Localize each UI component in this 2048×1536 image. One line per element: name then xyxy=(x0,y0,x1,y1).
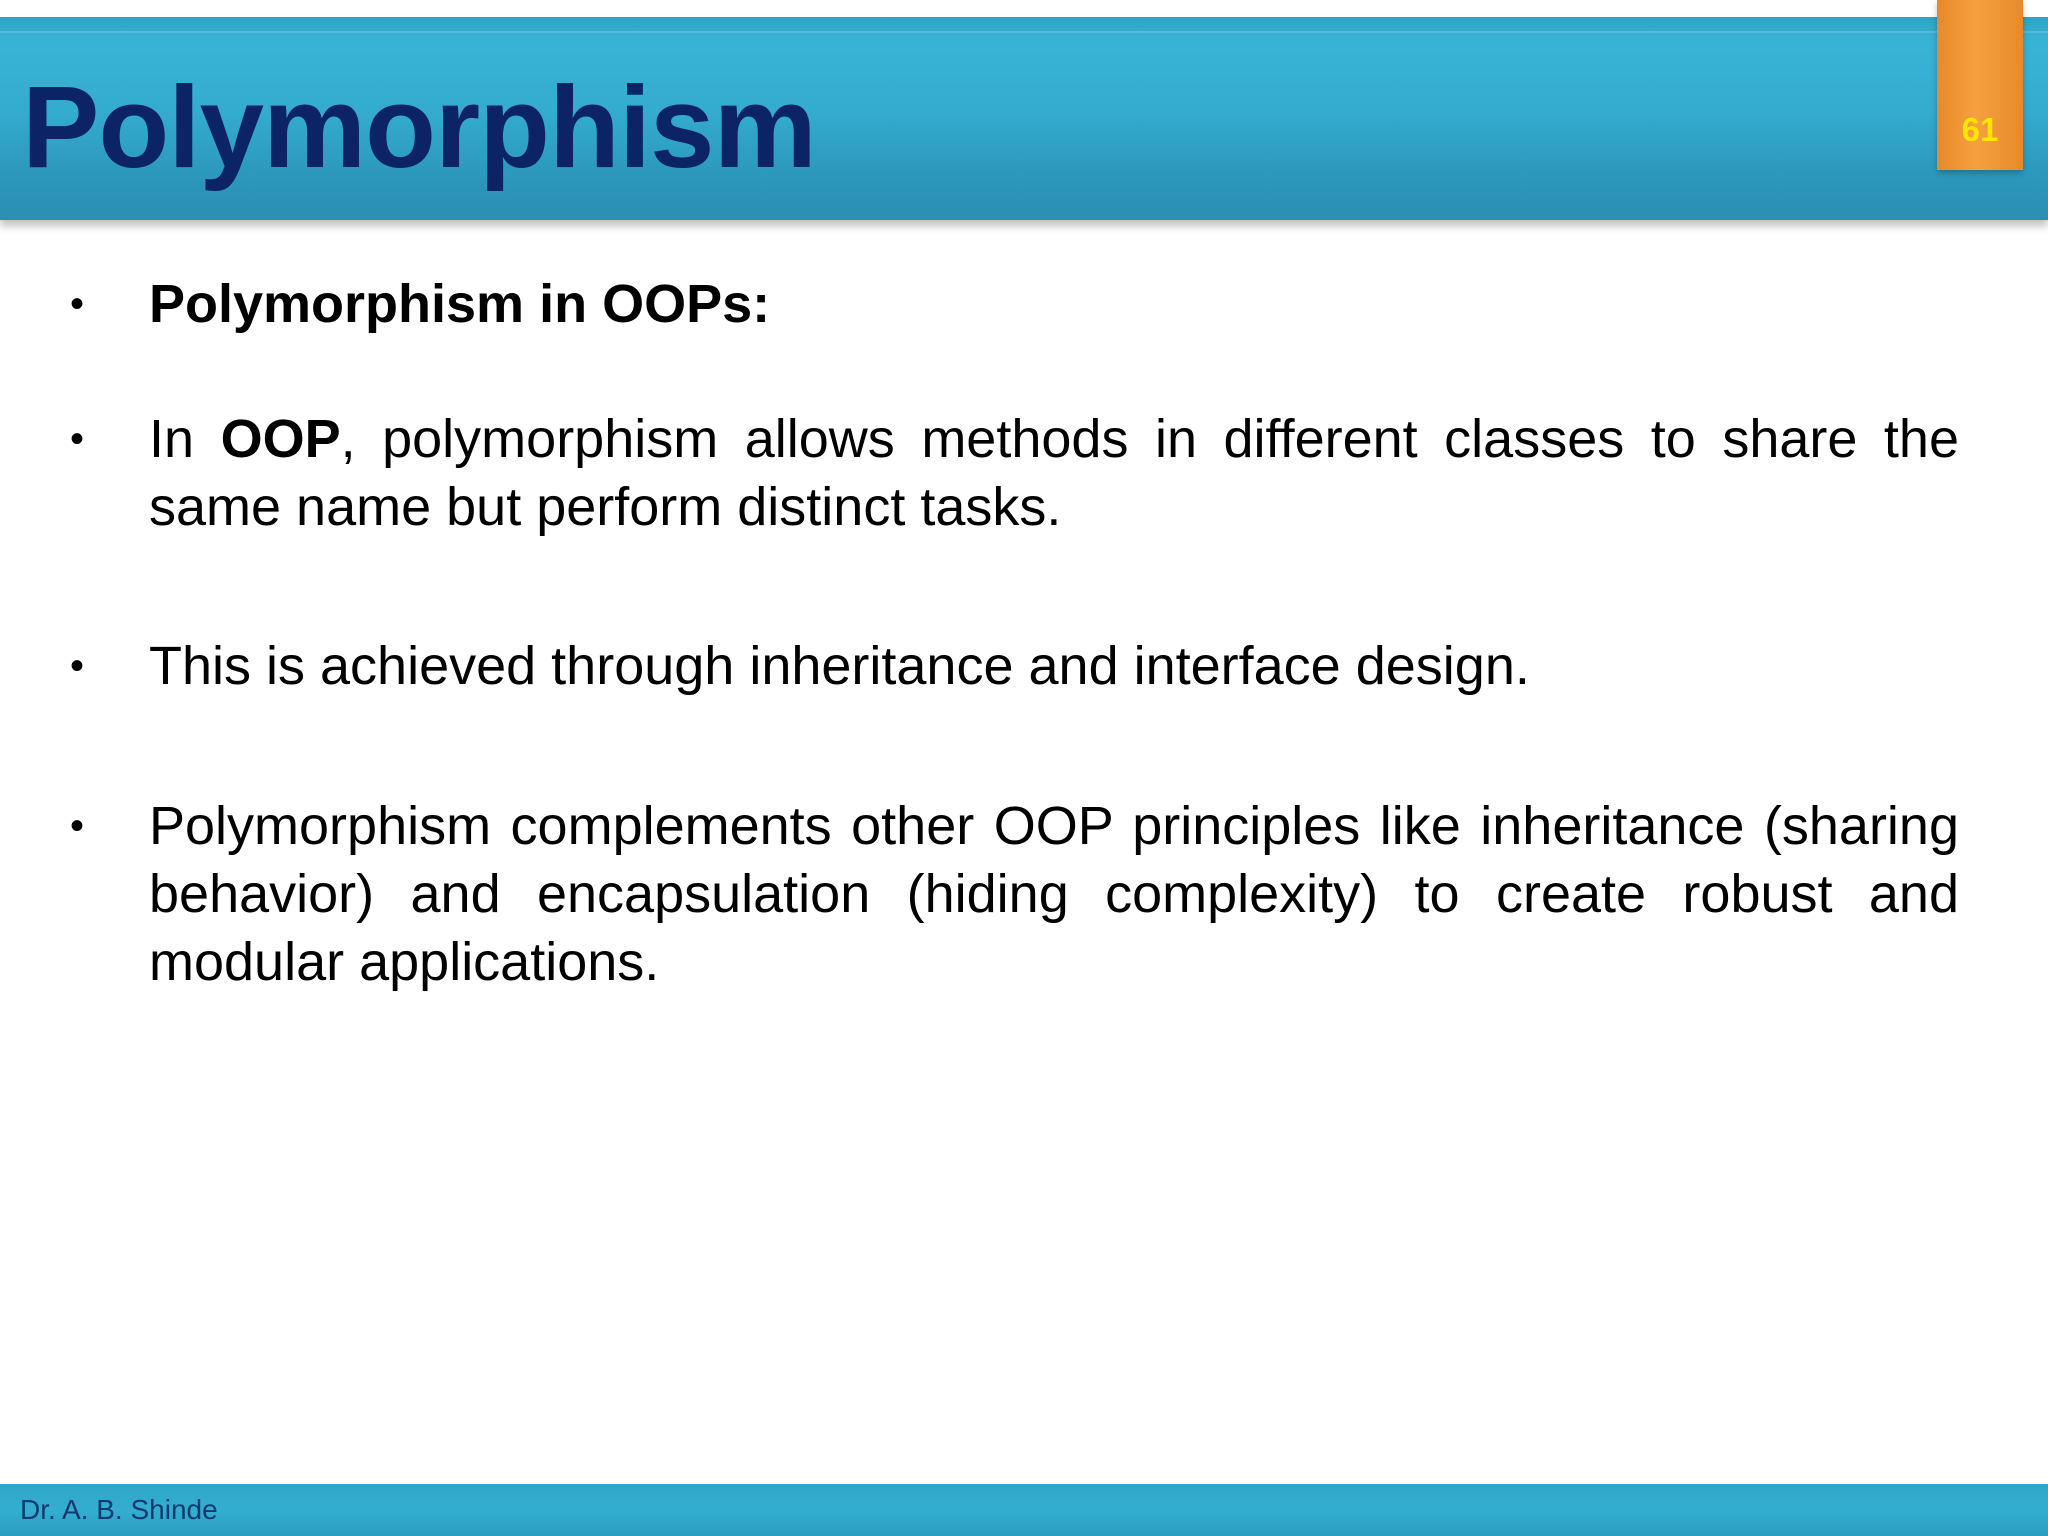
bullet-item-definition xyxy=(70,405,1960,541)
footer-bar xyxy=(0,1484,2048,1536)
title-bar xyxy=(0,17,2048,220)
bullet-text xyxy=(149,405,1959,541)
bullet-text-rest: , polymorphism allows methods in different classes to share the same name but perform distinct tasks. xyxy=(149,409,1959,537)
bullet-text: Polymorphism in OOPs: xyxy=(149,274,771,334)
bullet-icon: • xyxy=(70,417,85,461)
bullet-item-heading xyxy=(70,270,1960,338)
bullet-text-bold: OOP xyxy=(220,409,341,469)
page-number-tab xyxy=(1937,0,2023,170)
slide-title: Polymorphism xyxy=(22,62,816,192)
bullet-item-mechanism xyxy=(70,632,1960,700)
page-number: 61 xyxy=(1961,111,1999,148)
bullet-text: This is achieved through inheritance and interface design. xyxy=(149,636,1530,696)
bullet-icon: • xyxy=(70,644,85,688)
bullet-icon: • xyxy=(70,282,85,326)
bullet-item-principles xyxy=(70,792,1960,996)
bullet-icon: • xyxy=(70,804,85,848)
bullet-text-prefix: In xyxy=(149,409,221,469)
bullet-text: Polymorphism complements other OOP principles like inheritance (sharing behavior) and encapsulation (hiding complexity) to create robust and modular applications. xyxy=(149,796,1959,992)
author-name: Dr. A. B. Shinde xyxy=(20,1494,218,1525)
